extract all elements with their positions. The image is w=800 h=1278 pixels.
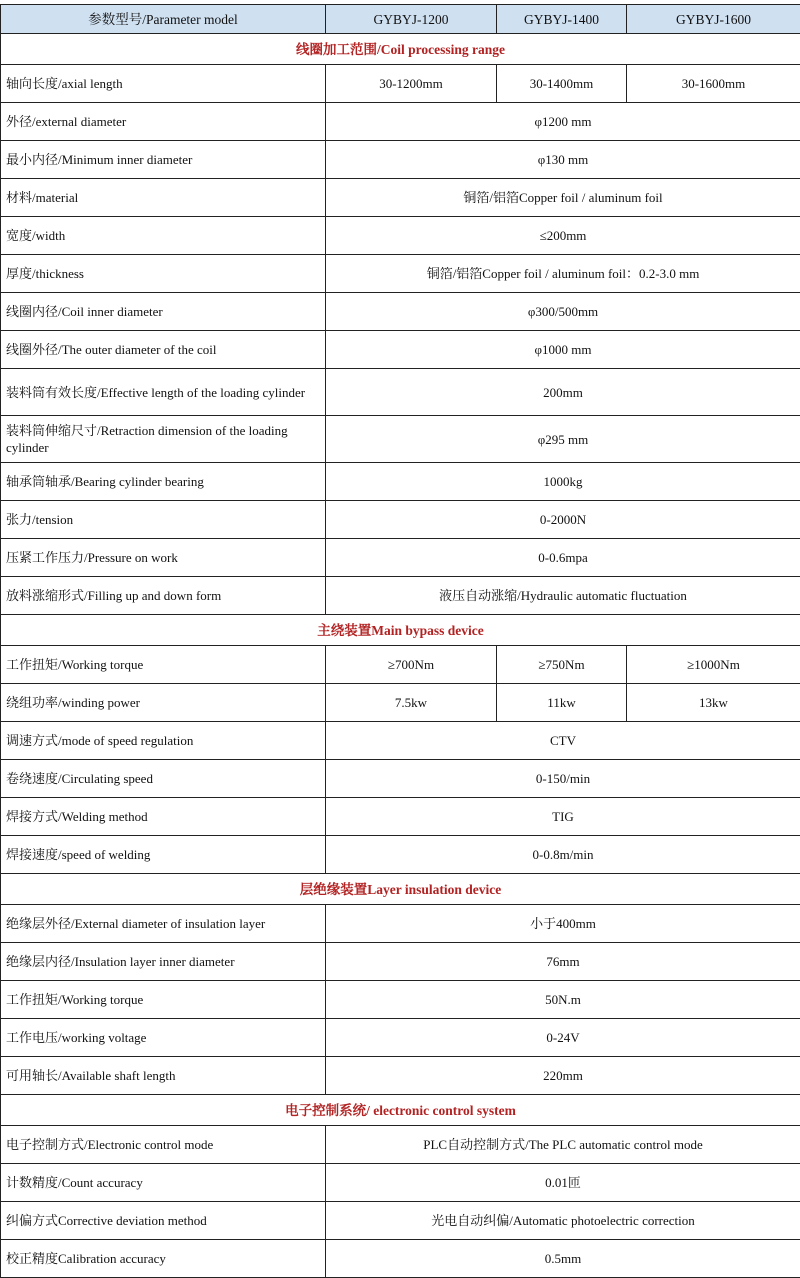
- row-value: PLC自动控制方式/The PLC automatic control mode: [326, 1126, 800, 1164]
- table-row: [1, 836, 800, 874]
- row-label: 卷绕速度/Circulating speed: [1, 760, 326, 798]
- header-row: [1, 5, 800, 34]
- row-value: 铜箔/铝箔Copper foil / aluminum foil: [326, 179, 800, 217]
- row-value: φ130 mm: [326, 141, 800, 179]
- row-label: 工作扭矩/Working torque: [1, 981, 326, 1019]
- row-value-model-1: ≥700Nm: [326, 646, 497, 684]
- header-model-1400: GYBYJ-1400: [497, 5, 627, 34]
- row-value-model-2: ≥750Nm: [497, 646, 627, 684]
- table-row: [1, 981, 800, 1019]
- row-value: 0-24V: [326, 1019, 800, 1057]
- header-model-1200: GYBYJ-1200: [326, 5, 497, 34]
- row-label: 绝缘层外径/External diameter of insulation layer: [1, 905, 326, 943]
- row-value: TIG: [326, 798, 800, 836]
- row-label: 线圈外径/The outer diameter of the coil: [1, 331, 326, 369]
- row-label: 装料筒有效长度/Effective length of the loading cylinder: [1, 369, 326, 416]
- table-row: [1, 577, 800, 615]
- section-title: 层绝缘装置Layer insulation device: [1, 874, 800, 905]
- table-row: [1, 722, 800, 760]
- row-label: 轴向长度/axial length: [1, 65, 326, 103]
- spec-table-body: [1, 5, 800, 1278]
- table-row: [1, 539, 800, 577]
- section-title: 电子控制系统/ electronic control system: [1, 1095, 800, 1126]
- row-value-model-2: 30-1400mm: [497, 65, 627, 103]
- row-label: 工作电压/working voltage: [1, 1019, 326, 1057]
- row-value: φ295 mm: [326, 416, 800, 463]
- row-value: 小于400mm: [326, 905, 800, 943]
- section-header: [1, 1095, 800, 1126]
- row-value: φ300/500mm: [326, 293, 800, 331]
- row-value: ≤200mm: [326, 217, 800, 255]
- row-value-model-1: 7.5kw: [326, 684, 497, 722]
- section-title: 主绕装置Main bypass device: [1, 615, 800, 646]
- row-value-model-3: 30-1600mm: [627, 65, 800, 103]
- row-label: 调速方式/mode of speed regulation: [1, 722, 326, 760]
- row-value: 液压自动涨缩/Hydraulic automatic fluctuation: [326, 577, 800, 615]
- table-row: [1, 369, 800, 416]
- row-value: 铜箔/铝箔Copper foil / aluminum foil：0.2-3.0 mm: [326, 255, 800, 293]
- row-value: 0.01匝: [326, 1164, 800, 1202]
- row-value: φ1000 mm: [326, 331, 800, 369]
- row-value: 0-0.6mpa: [326, 539, 800, 577]
- row-value: 50N.m: [326, 981, 800, 1019]
- row-value-model-2: 11kw: [497, 684, 627, 722]
- table-row: [1, 943, 800, 981]
- row-label: 焊接方式/Welding method: [1, 798, 326, 836]
- row-label: 校正精度Calibration accuracy: [1, 1240, 326, 1278]
- table-row: [1, 103, 800, 141]
- row-label: 电子控制方式/Electronic control mode: [1, 1126, 326, 1164]
- table-row: [1, 760, 800, 798]
- row-label: 计数精度/Count accuracy: [1, 1164, 326, 1202]
- section-title: 线圈加工范围/Coil processing range: [1, 34, 800, 65]
- row-value-model-1: 30-1200mm: [326, 65, 497, 103]
- row-label: 轴承筒轴承/Bearing cylinder bearing: [1, 463, 326, 501]
- row-value: 0-150/min: [326, 760, 800, 798]
- table-row: [1, 501, 800, 539]
- table-row: [1, 331, 800, 369]
- table-row: [1, 1057, 800, 1095]
- row-label: 可用轴长/Available shaft length: [1, 1057, 326, 1095]
- row-value: 220mm: [326, 1057, 800, 1095]
- table-row: [1, 1126, 800, 1164]
- section-header: [1, 874, 800, 905]
- row-value-model-3: ≥1000Nm: [627, 646, 800, 684]
- table-row: [1, 65, 800, 103]
- row-value-model-3: 13kw: [627, 684, 800, 722]
- row-label: 纠偏方式Corrective deviation method: [1, 1202, 326, 1240]
- row-label: 焊接速度/speed of welding: [1, 836, 326, 874]
- table-row: [1, 416, 800, 463]
- table-row: [1, 1164, 800, 1202]
- row-value: 光电自动纠偏/Automatic photoelectric correction: [326, 1202, 800, 1240]
- table-row: [1, 798, 800, 836]
- row-label: 压紧工作压力/Pressure on work: [1, 539, 326, 577]
- table-row: [1, 905, 800, 943]
- table-row: [1, 255, 800, 293]
- table-row: [1, 1202, 800, 1240]
- table-row: [1, 293, 800, 331]
- header-param: 参数型号/Parameter model: [1, 5, 326, 34]
- row-value: 200mm: [326, 369, 800, 416]
- table-row: [1, 141, 800, 179]
- row-label: 最小内径/Minimum inner diameter: [1, 141, 326, 179]
- row-label: 厚度/thickness: [1, 255, 326, 293]
- row-label: 宽度/width: [1, 217, 326, 255]
- row-value: 0-2000N: [326, 501, 800, 539]
- row-value: φ1200 mm: [326, 103, 800, 141]
- row-label: 张力/tension: [1, 501, 326, 539]
- row-value: 1000kg: [326, 463, 800, 501]
- spec-table: [0, 4, 800, 1278]
- section-header: [1, 615, 800, 646]
- table-row: [1, 646, 800, 684]
- row-value: 76mm: [326, 943, 800, 981]
- row-label: 绕组功率/winding power: [1, 684, 326, 722]
- table-row: [1, 463, 800, 501]
- section-header: [1, 34, 800, 65]
- row-value: 0-0.8m/min: [326, 836, 800, 874]
- table-row: [1, 1240, 800, 1278]
- table-row: [1, 179, 800, 217]
- row-label: 线圈内径/Coil inner diameter: [1, 293, 326, 331]
- table-row: [1, 684, 800, 722]
- row-label: 放料涨缩形式/Filling up and down form: [1, 577, 326, 615]
- table-row: [1, 1019, 800, 1057]
- row-value: 0.5mm: [326, 1240, 800, 1278]
- header-model-1600: GYBYJ-1600: [627, 5, 800, 34]
- row-label: 材料/material: [1, 179, 326, 217]
- row-value: CTV: [326, 722, 800, 760]
- row-label: 装料筒伸缩尺寸/Retraction dimension of the loading cylinder: [1, 416, 326, 463]
- row-label: 外径/external diameter: [1, 103, 326, 141]
- row-label: 工作扭矩/Working torque: [1, 646, 326, 684]
- table-row: [1, 217, 800, 255]
- row-label: 绝缘层内径/Insulation layer inner diameter: [1, 943, 326, 981]
